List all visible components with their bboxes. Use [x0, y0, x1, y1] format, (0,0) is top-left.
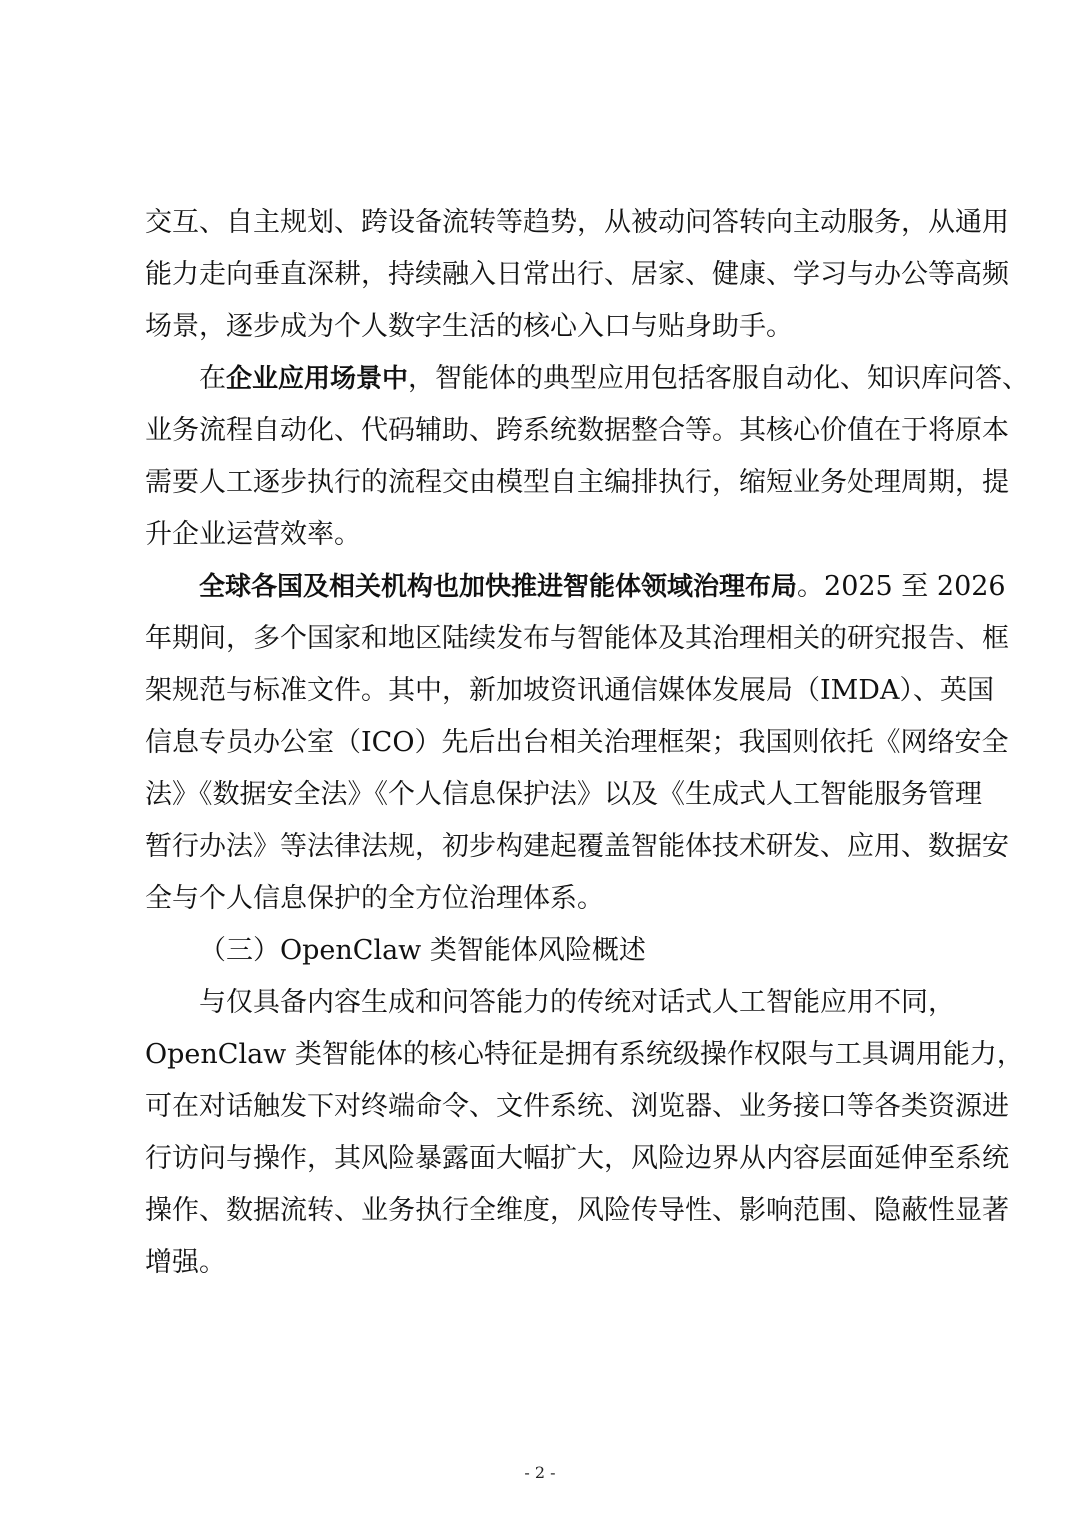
- paragraph-line: 交互、自主规划、跨设备流转等趋势，从被动问答转向主动服务，从通用: [145, 207, 1009, 238]
- paragraph-line: [145, 565, 1006, 609]
- paragraph-line: 场景，逐步成为个人数字生活的核心入口与贴身助手。: [145, 311, 793, 342]
- paragraph-line: 全与个人信息保护的全方位治理体系。: [145, 883, 604, 914]
- paragraph-line: [145, 357, 1030, 401]
- paragraph-line: 需要人工逐步执行的流程交由模型自主编排执行，缩短业务处理周期，提: [145, 467, 1009, 498]
- document-body: [145, 201, 1030, 1293]
- line-prefix: 在: [199, 363, 226, 394]
- line-rest: 。2025 至 2026: [797, 571, 1006, 602]
- paragraph-line: 操作、数据流转、业务执行全维度，风险传导性、影响范围、隐蔽性显著: [145, 1195, 1009, 1226]
- paragraph-line: 可在对话触发下对终端命令、文件系统、浏览器、业务接口等各类资源进: [145, 1091, 1009, 1122]
- paragraph-line: 与仅具备内容生成和问答能力的传统对话式人工智能应用不同，: [199, 987, 955, 1018]
- emphasis-text: 企业应用场景中: [226, 364, 409, 394]
- paragraph-line: 业务流程自动化、代码辅助、跨系统数据整合等。其核心价值在于将原本: [145, 415, 1009, 446]
- section-heading: （三）OpenClaw 类智能体风险概述: [199, 935, 646, 966]
- paragraph-line: 暂行办法》等法律法规，初步构建起覆盖智能体技术研发、应用、数据安: [145, 831, 1009, 862]
- paragraph-line: 架规范与标准文件。其中，新加坡资讯通信媒体发展局（IMDA）、英国: [145, 675, 994, 706]
- line-rest: ，智能体的典型应用包括客服自动化、知识库问答、: [408, 363, 1030, 394]
- paragraph-line: 年期间，多个国家和地区陆续发布与智能体及其治理相关的研究报告、框: [145, 623, 1009, 654]
- emphasis-text: 全球各国及相关机构也加快推进智能体领域治理布局: [199, 572, 798, 602]
- paragraph-line: 法》《数据安全法》《个人信息保护法》以及《生成式人工智能服务管理: [145, 779, 982, 810]
- paragraph-line: 升企业运营效率。: [145, 519, 361, 550]
- paragraph-line: OpenClaw 类智能体的核心特征是拥有系统级操作权限与工具调用能力，: [145, 1039, 1024, 1070]
- page-number: - 2 -: [524, 1463, 556, 1482]
- paragraph-line: 增强。: [145, 1247, 226, 1278]
- paragraph-line: 能力走向垂直深耕，持续融入日常出行、居家、健康、学习与办公等高频: [145, 259, 1009, 290]
- paragraph-line: 信息专员办公室（ICO）先后出台相关治理框架；我国则依托《网络安全: [145, 727, 1009, 758]
- paragraph-line: 行访问与操作，其风险暴露面大幅扩大，风险边界从内容层面延伸至系统: [145, 1143, 1009, 1174]
